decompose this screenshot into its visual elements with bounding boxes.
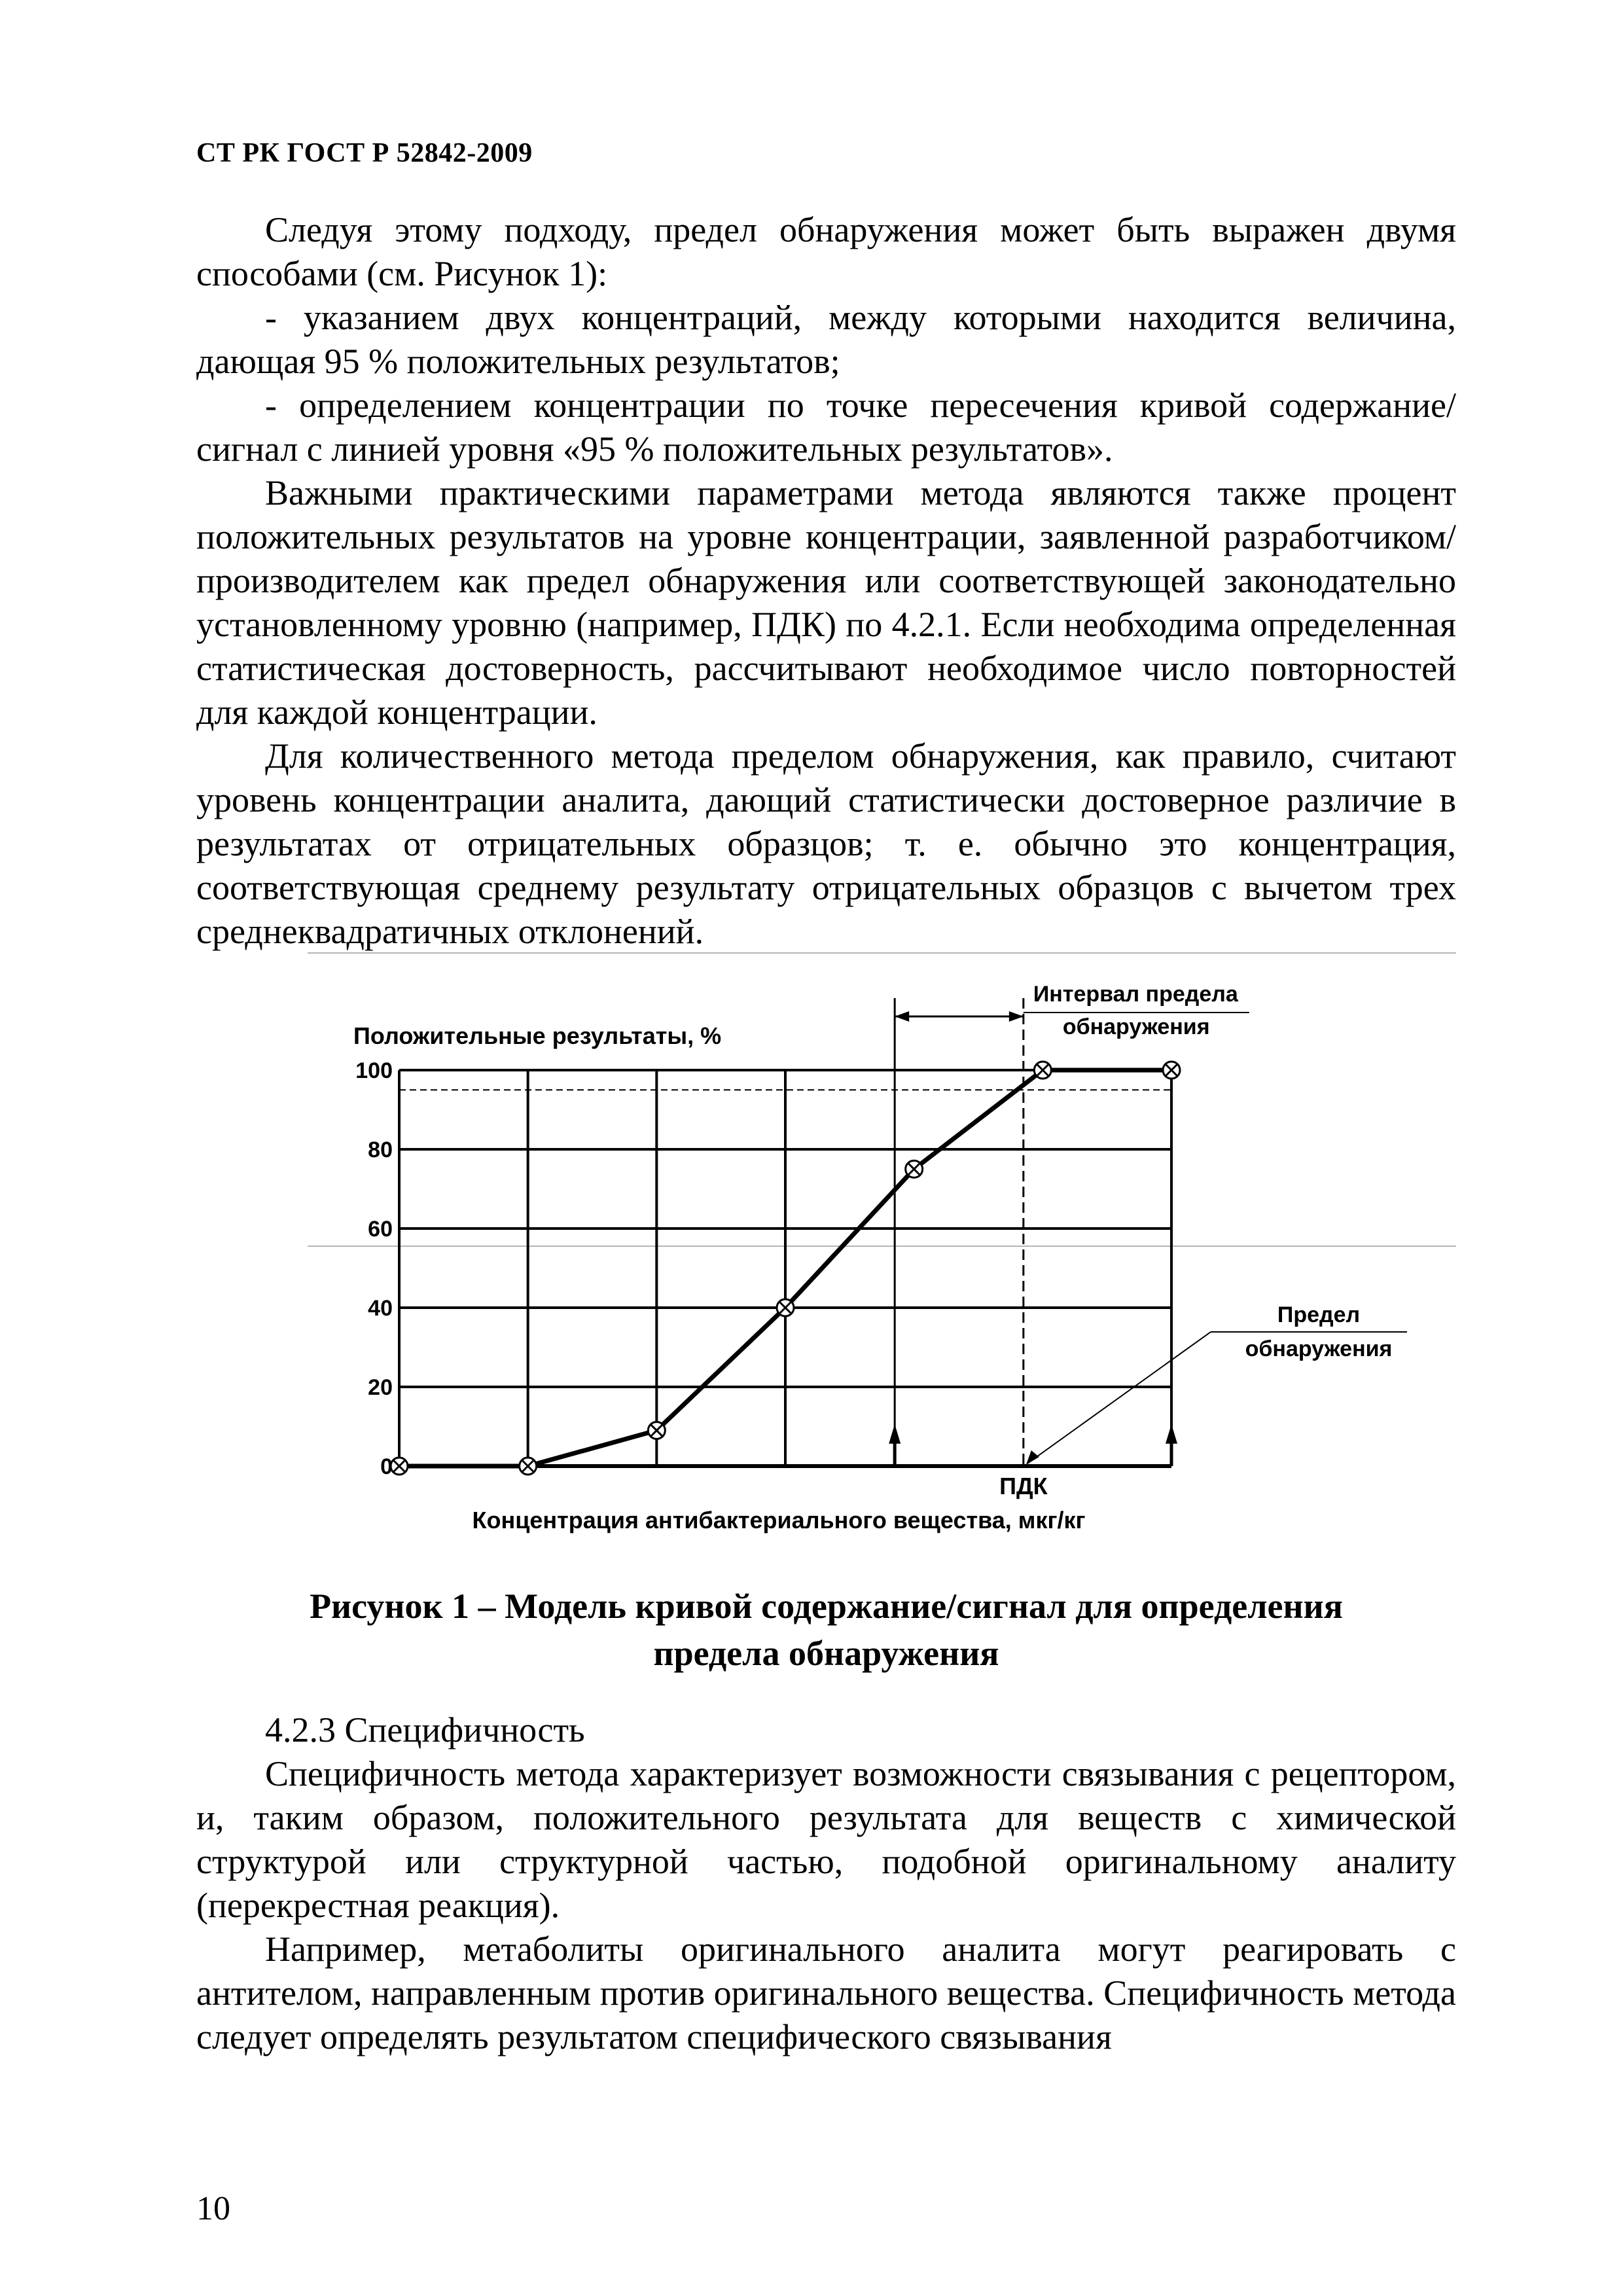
list-item: - определением концентрации по точке пересечения кривой содержание/сигнал с линией уровня «95 % положительных результатов». bbox=[196, 386, 1456, 469]
x-axis-label: Концентрация антибактериального вещества, мкг/кг bbox=[472, 1507, 1086, 1534]
paragraph: Специфичность метода характеризует возможности связывания с рецептором, и, таким образом, положительного результата для веществ с химической структурой или структурной частью, подобной оригинальному аналиту (перекрестная реакция). bbox=[196, 1754, 1456, 1925]
interval-arrow-head-right bbox=[1009, 1011, 1024, 1022]
boundary-arrow-head bbox=[889, 1424, 901, 1444]
text-block-bottom bbox=[196, 1708, 1456, 2059]
figure-caption bbox=[196, 1583, 1456, 1677]
y-tick-label: 0 bbox=[380, 1454, 393, 1479]
paragraph: Следуя этому подходу, предел обнаружения может быть выражен двумя способами (см. Рисунок 1): bbox=[196, 210, 1456, 293]
detection-limit-chart bbox=[308, 946, 1472, 1568]
boundary-arrow-head bbox=[1166, 1424, 1177, 1444]
figure bbox=[308, 946, 1472, 1568]
section-heading: 4.2.3 Специфичность bbox=[265, 1710, 585, 1749]
pdk-label: ПДК bbox=[999, 1473, 1048, 1499]
data-point bbox=[520, 1458, 537, 1475]
standard-header: СТ РК ГОСТ Р 52842-2009 bbox=[196, 138, 533, 168]
limit-leader-line bbox=[1027, 1332, 1211, 1463]
text-block-top bbox=[196, 208, 1456, 954]
limit-label: Предел bbox=[1277, 1302, 1361, 1327]
interval-arrow-head-left bbox=[895, 1011, 909, 1022]
y-axis-label: Положительные результаты, % bbox=[353, 1022, 722, 1049]
data-point bbox=[1034, 1062, 1051, 1079]
page-number: 10 bbox=[196, 2190, 230, 2227]
y-tick-label: 40 bbox=[368, 1296, 393, 1321]
data-point bbox=[906, 1160, 923, 1177]
paragraph: Например, метаболиты оригинального аналита могут реагировать с антителом, направленным против оригинального вещества. Специфичность метода следует определять результатом специфического связывания bbox=[196, 1929, 1456, 2056]
y-tick-label: 100 bbox=[355, 1058, 393, 1083]
list-item: - указанием двух концентраций, между которыми находится величина, дающая 95 % положительных результатов; bbox=[196, 298, 1456, 381]
y-tick-label: 80 bbox=[368, 1138, 393, 1162]
caption-line: Рисунок 1 – Модель кривой содержание/сигнал для определения bbox=[310, 1587, 1343, 1626]
paragraph: Для количественного метода пределом обнаружения, как правило, считают уровень концентрации аналита, дающий статистически достоверное различие в результатах от отрицательных образцов; т. е. обычно это концентрация, соответствующая среднему результату отрицательных образцов с вычетом трех среднеквадратичных отклонений. bbox=[196, 736, 1456, 951]
paragraph: Важными практическими параметрами метода являются также процент положительных результатов на уровне концентрации, заявленной разработчиком/производителем как предел обнаружения или соответствующей законодательно установленному уровню (например, ПДК) по 4.2.1. Если необходима определенная статистическая достоверность, рассчитывают необходимое число повторностей для каждой концентрации. bbox=[196, 473, 1456, 732]
data-point bbox=[648, 1422, 665, 1439]
data-point bbox=[1163, 1062, 1180, 1079]
data-point bbox=[391, 1458, 408, 1475]
limit-label: обнаружения bbox=[1245, 1336, 1393, 1361]
limit-leader-arrow bbox=[1026, 1450, 1039, 1465]
y-tick-label: 20 bbox=[368, 1375, 393, 1400]
data-point bbox=[777, 1299, 794, 1316]
interval-label: обнаружения bbox=[1062, 1014, 1210, 1039]
caption-line: предела обнаружения bbox=[653, 1634, 999, 1673]
interval-label: Интервал предела bbox=[1033, 982, 1238, 1007]
y-tick-label: 60 bbox=[368, 1217, 393, 1242]
